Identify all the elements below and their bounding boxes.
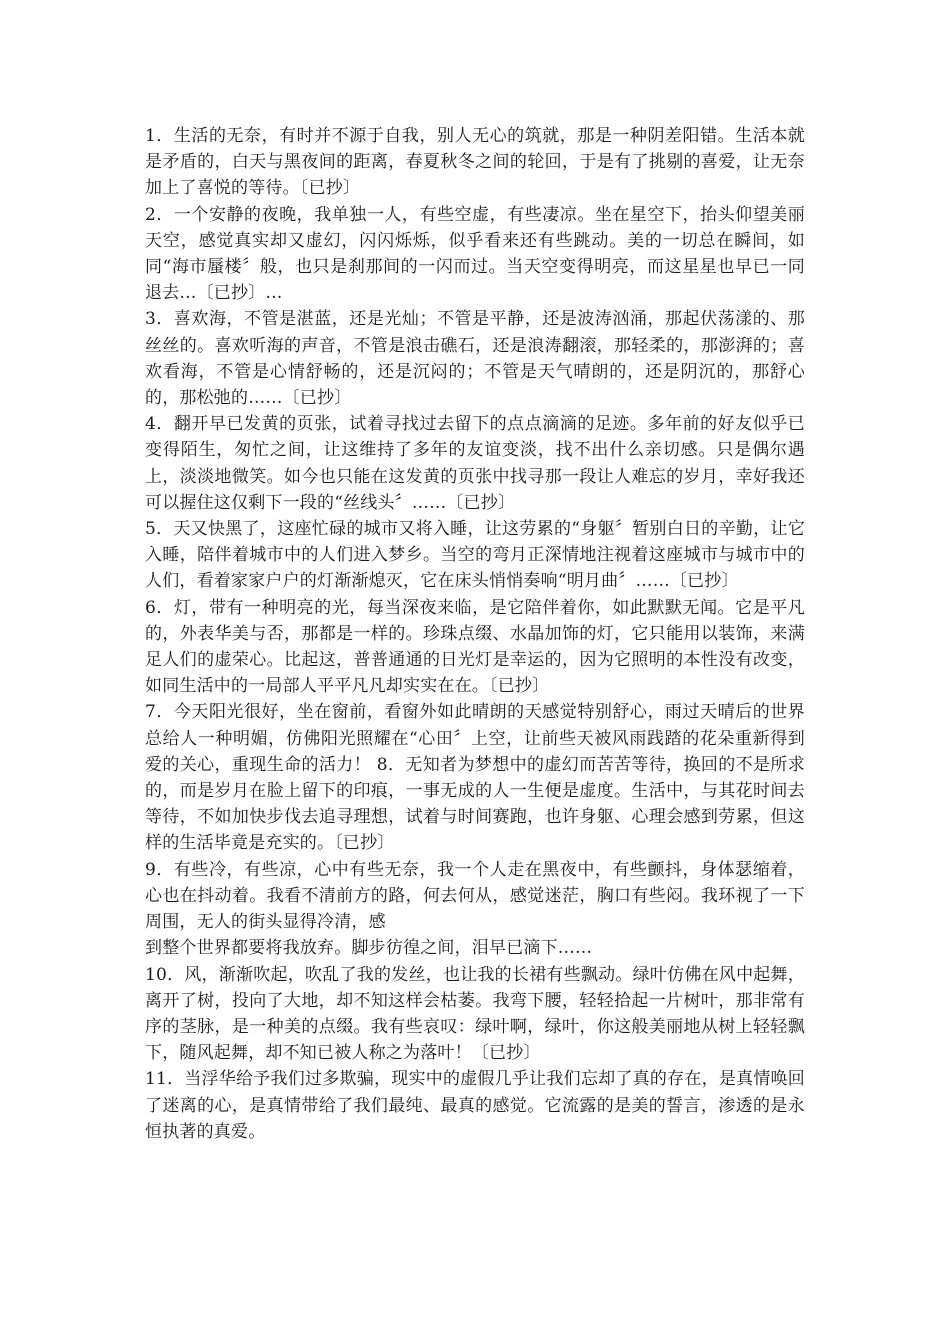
paragraph-6: 6．灯，带有一种明亮的光，每当深夜来临，是它陪伴着你，如此默默无闻。它是平凡的，外表华美与否，那都是一样的。珍珠点缀、水晶加饰的灯，它只能用以装饰，来满足人们的虚荣心。比起这，普普通通的日光灯是幸运的，因为它照明的本性没有改变，如同生活中的一局部人平平凡凡却实实在在。〔已抄〕 — [145, 597, 805, 697]
paragraph-1: 1．生活的无奈，有时并不源于自我，别人无心的筑就，那是一种阴差阳错。生活本就是矛盾的，白天与黑夜间的距离，春夏秋冬之间的轮回，于是有了挑剔的喜爱，让无奈加上了喜悦的等待。〔已抄〕 — [145, 126, 805, 199]
paragraph-11: 11．当浮华给予我们过多欺骗，现实中的虚假几乎让我们忘却了真的存在，是真情唤回了迷离的心，是真情带给了我们最纯、最真的感觉。它流露的是美的誓言，渗透的是永恒执著的真爱。 — [145, 1069, 805, 1142]
paragraph-4: 4．翻开早已发黄的页张，试着寻找过去留下的点点滴滴的足迹。多年前的好友似乎已变得陌生，匆忙之间，让这维持了多年的友谊变淡，找不出什么亲切感。只是偶尔遇上，淡淡地微笑。如今也只能在这发黄的页张中找寻那一段让人难忘的岁月，幸好我还可以握住这仅剩下一段的“丝线头〞……〔已抄〕 — [145, 414, 805, 513]
paragraph-5: 5．天又快黑了，这座忙碌的城市又将入睡，让这劳累的“身躯〞暂别白日的辛勤，让它入睡，陪伴着城市中的人们进入梦乡。当空的弯月正深情地注视着这座城市与城市中的人们，看着家家户户的灯渐渐熄灭，它在床头悄悄奏响“明月曲〞……〔已抄〕 — [145, 519, 805, 592]
paragraph-2: 2．一个安静的夜晚，我单独一人，有些空虚，有些凄凉。坐在星空下，抬头仰望美丽天空，感觉真实却又虚幻，闪闪烁烁，似乎看来还有些跳动。美的一切总在瞬间，如同“海市蜃楼〞般，也只是刹那间的一闪而过。当天空变得明亮，而这星星也早已一同退去…〔已抄〕… — [145, 204, 805, 304]
paragraph-7: 7．今天阳光很好，坐在窗前，看窗外如此晴朗的天感觉特别舒心，雨过天晴后的世界总给人一种明媚，仿佛阳光照耀在“心田〞上空，让前些天被风雨践踏的花朵重新得到爱的关心，重现生命的活力！ 8．无知者为梦想中的虚幻而苦苦等待，换回的不是所求的，而是岁月在脸上留下的印痕，一事无成的人一生便是虚度。生活中，与其花时间去等待，不如加快步伐去追寻理想，试着与时间赛跑，也许身躯、心理会感到劳累，但这样的生活毕竟是充实的。〔已抄〕 — [145, 702, 805, 854]
document-body — [145, 123, 805, 1145]
paragraph-3: 3．喜欢海，不管是湛蓝，还是光灿；不管是平静，还是波涛汹涌，那起伏荡漾的、那丝丝的。喜欢听海的声音，不管是浪击礁石，还是浪涛翻滚，那轻柔的，那澎湃的；喜欢看海，不管是心情舒畅的，还是沉闷的；不管是天气晴朗的，还是阴沉的，那舒心的，那松弛的……〔已抄〕 — [145, 309, 805, 409]
paragraph-10: 10．风，渐渐吹起，吹乱了我的发丝，也让我的长裙有些飘动。绿叶仿佛在风中起舞，离开了树，投向了大地，却不知这样会枯萎。我弯下腰，轻轻拾起一片树叶，那非常有序的茎脉，是一种美的点缀。我有些哀叹：绿叶啊，绿叶，你这般美丽地从树上轻轻飘下，随风起舞，却不知已被人称之为落叶！〔已抄〕 — [145, 964, 805, 1064]
paragraph-9: 9．有些冷，有些凉，心中有些无奈，我一个人走在黑夜中，有些颤抖，身体瑟缩着，心也在抖动着。我看不清前方的路，何去何从，感觉迷茫，胸口有些闷。我环视了一下周围，无人的街头显得冷清，感 到整个世界都要将我放弃。脚步彷徨之间，泪早已滴下…… — [145, 859, 805, 959]
